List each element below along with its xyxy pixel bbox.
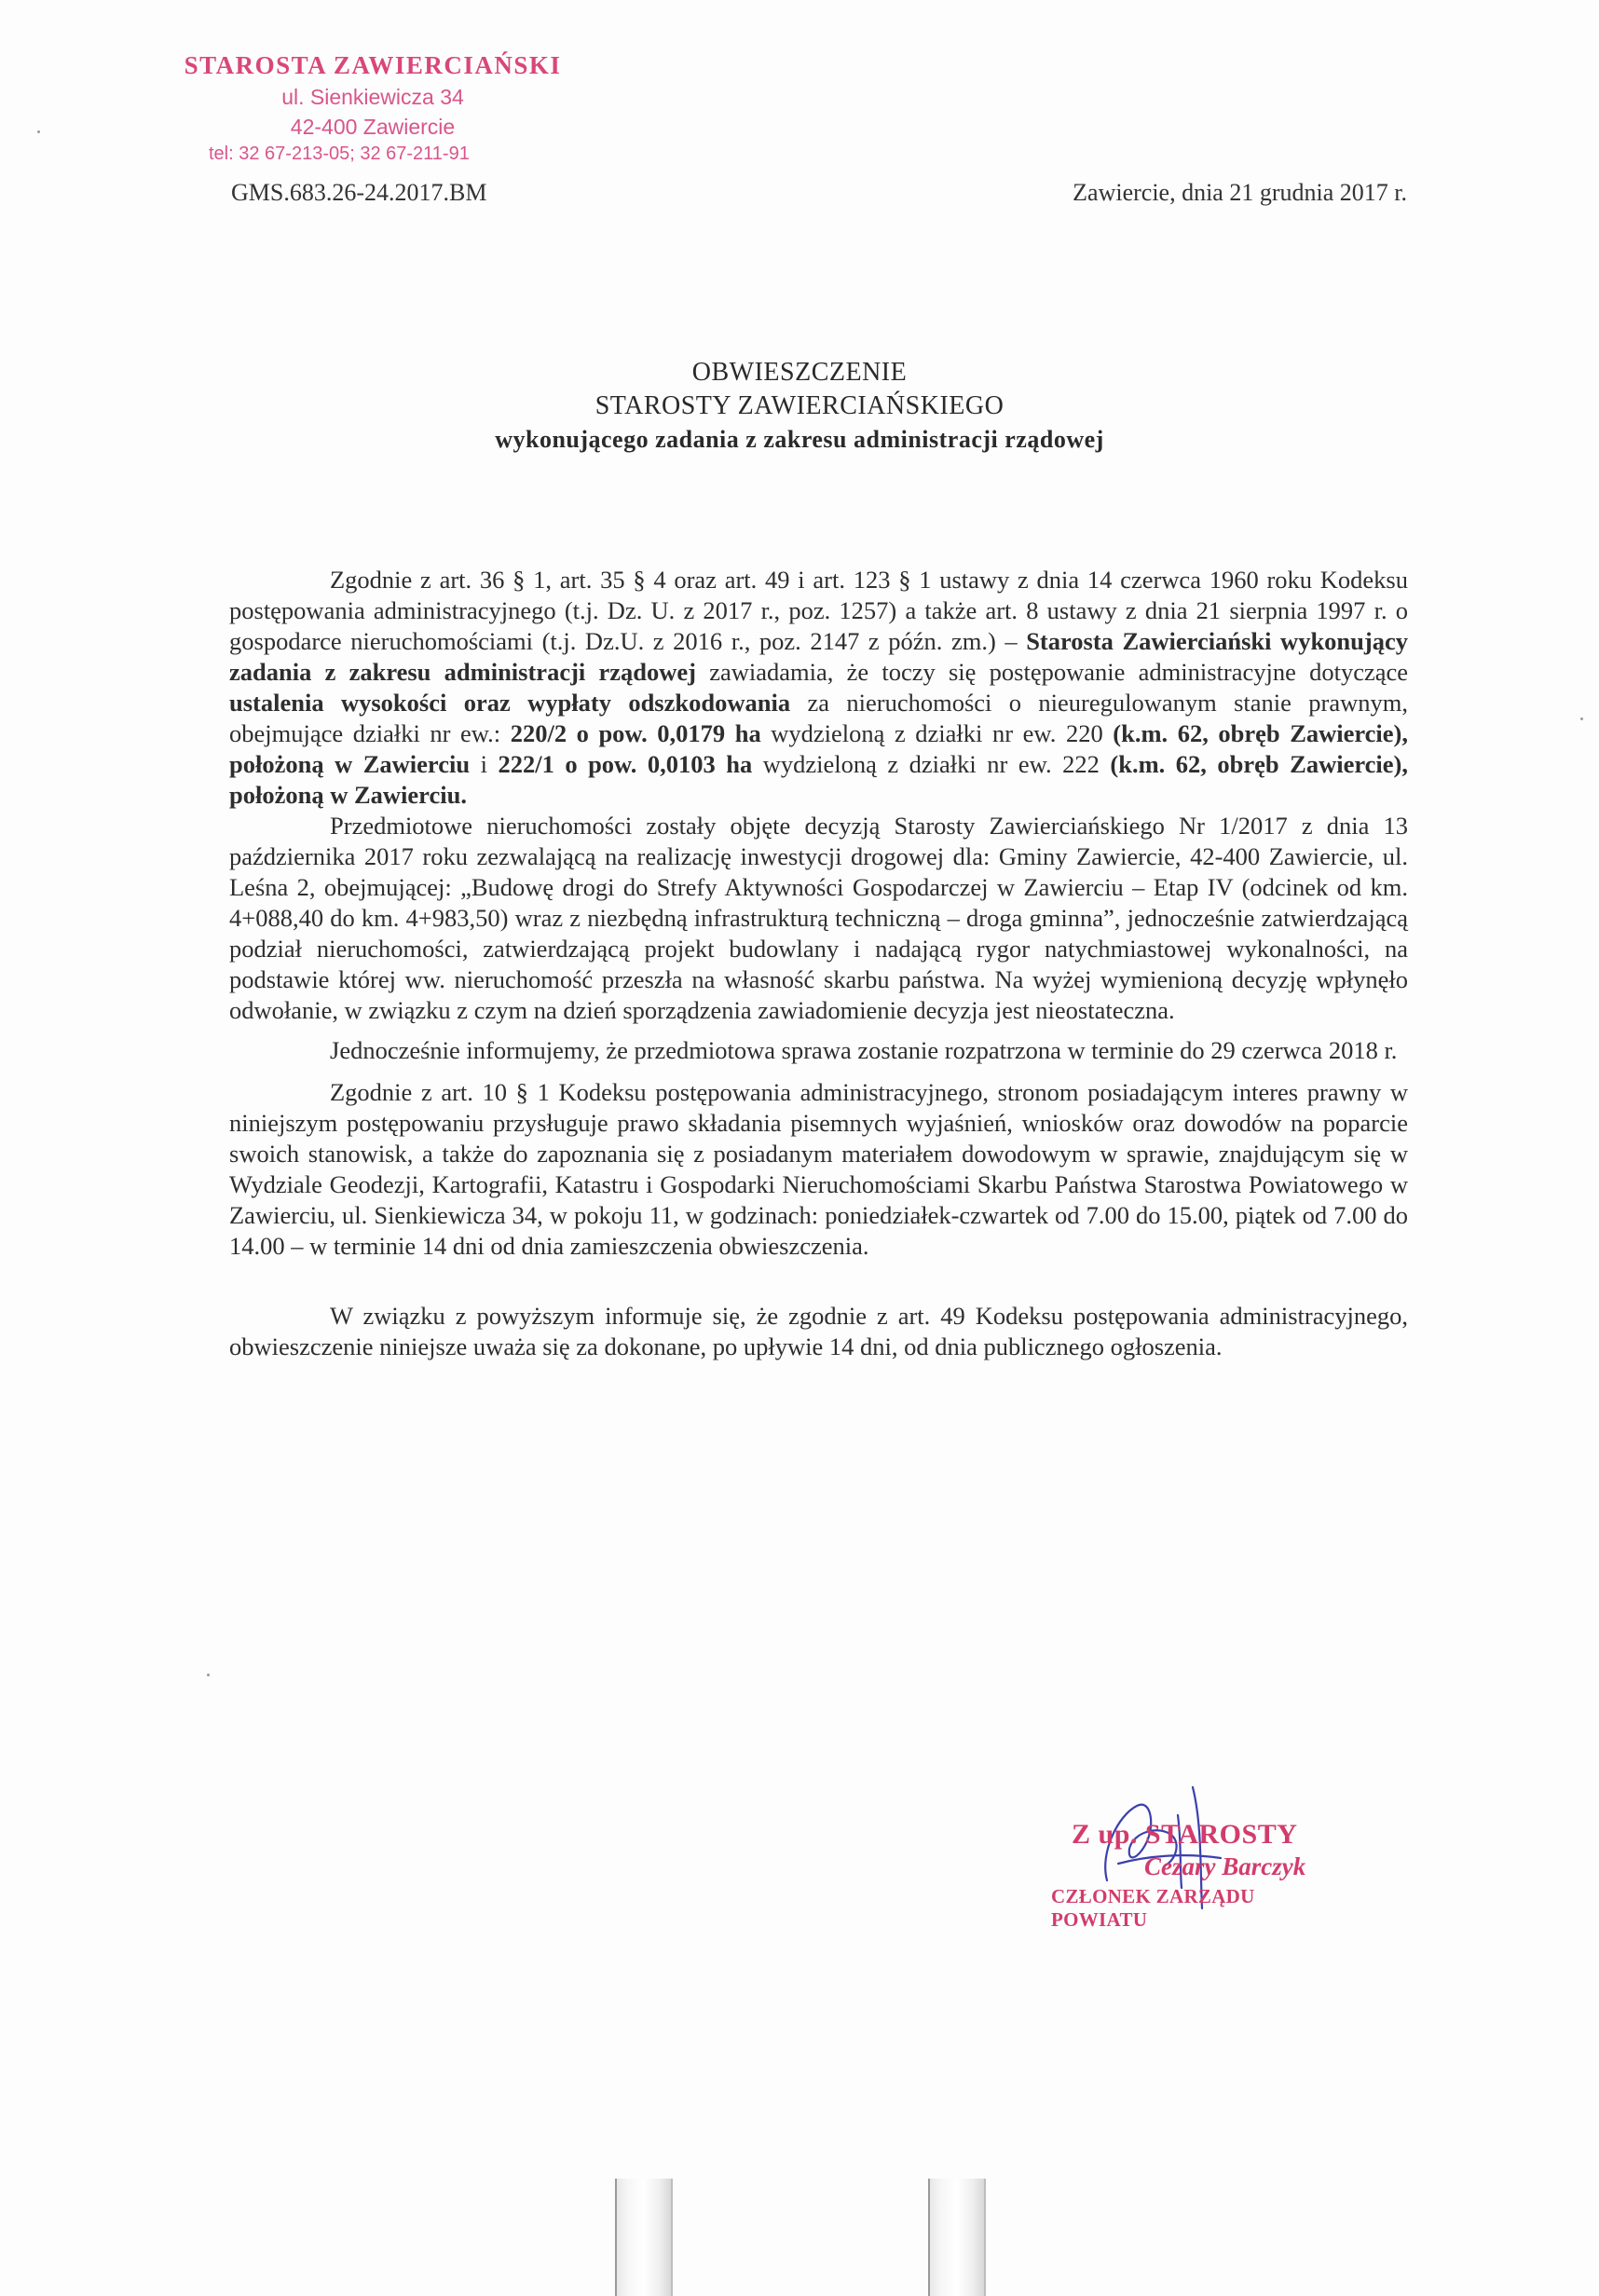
document-body — [229, 565, 1408, 1362]
signatory-position: CZŁONEK ZARZĄDU POWIATU — [1051, 1885, 1255, 1931]
paragraph-2: Przedmiotowe nieruchomości zostały objęte decyzją Starosty Zawierciańskiego Nr 1/2017 z dnia 13 października 2017 roku zezwalającą na realizację inwestycji drogowej dla: Gminy Zawiercie, 42-400 Zawiercie, ul. Leśna 2, obejmującej: „Budowę drogi do Strefy Aktywności Gospodarczej w Zawierciu – Etap IV (odcinek od km. 4+088,40 do km. 4+983,50) wraz z niezbędną infrastrukturą techniczną – droga gminna”, jednocześnie zatwierdzającą podział nieruchomości, zatwierdzającą projekt budowlany i nadającą rygor natychmiastowej wykonalności, na podstawie której ww. nieruchomość przeszła na własność skarbu państwa. Na wyżej wymienioną decyzję wpłynęło odwołanie, w związku z czym na dzień sporządzenia zawiadomienie decyzja jest nieostateczna. — [229, 812, 1408, 1024]
scan-speck — [37, 130, 40, 133]
p1-bold-parcel-2: 222/1 o pow. 0,0103 ha — [498, 750, 753, 778]
scan-artifact-right — [928, 2179, 986, 2296]
scan-speck — [1580, 718, 1583, 720]
p1-bold-parcel-1: 220/2 o pow. 0,0179 ha — [510, 719, 761, 747]
p1-bold-authority: Starosta Zawierciański wykonujący zadania z zakresu administracji rządowej — [229, 627, 1408, 686]
p1-text-i: i — [470, 750, 499, 778]
stamp-phone: tel: 32 67-213-05; 32 67-211-91 — [209, 144, 470, 164]
title-line-2: STAROSTY ZAWIERCIAŃSKIEGO — [594, 391, 1004, 420]
signature-on-behalf: Z up. STAROSTY — [1072, 1819, 1298, 1850]
paragraph-4: Zgodnie z art. 10 § 1 Kodeksu postępowania administracyjnego, stronom posiadającym interes prawny w niniejszym postępowaniu przysługuje prawo składania pisemnych wyjaśnień, wniosków oraz dowodów na poparcie swoich stanowisk, a także do zapoznania się z posiadanym materiałem dowodowym w sprawie, znajdującym się w Wydziale Geodezji, Kartografii, Katastru i Gospodarki Nieruchomościami Skarbu Państwa Starostwa Powiatowego w Zawierciu, ul. Sienkiewicza 34, w pokoju 11, w godzinach: poniedziałek-czwartek od 7.00 do 15.00, piątek od 7.00 do 14.00 – w terminie 14 dni od dnia zamieszczenia obwieszczenia. — [229, 1078, 1408, 1260]
p1-text-g: wydzieloną z działki nr ew. 220 — [760, 719, 1114, 747]
paragraph-1 — [229, 565, 1408, 811]
signatory-name: Cezary Barczyk — [1144, 1852, 1306, 1880]
p1-text-c: zawiadamia, że toczy się postępowanie administracyjne dotyczące — [696, 658, 1408, 686]
p1-text-a: Zgodnie z art. 36 § 1, art. 35 § 4 oraz art. 49 i art. 123 § 1 ustawy z dnia 14 czerwca 1960 roku Kodeksu postępowania administracyjnego (t.j. Dz. U. z 2017 r., poz. 1257) a także art. 8 ustawy z dnia 21 sierpnia 1997 r. o gospodarce nieruchomościami (t.j. Dz.U. z 2016 r., poz. 2147 z późn. zm.) – — [229, 566, 1408, 655]
scan-speck — [207, 1674, 210, 1676]
document-title — [0, 356, 1599, 457]
title-line-1: OBWIESZCZENIE — [691, 358, 908, 387]
paragraph-5: W związku z powyższym informuje się, że zgodnie z art. 49 Kodeksu postępowania administracyjnego, obwieszczenie niniejsze uważa się za dokonane, po upływie 14 dni, od dnia publicznego ogłoszenia. — [229, 1302, 1408, 1360]
stamp-street: ul. Sienkiewicza 34 — [281, 85, 464, 109]
place-and-date: Zawiercie, dnia 21 grudnia 2017 r. — [1073, 179, 1407, 206]
signature-stamp — [1051, 1819, 1340, 1932]
stamp-city: 42-400 Zawiercie — [290, 115, 456, 139]
title-line-3: wykonującego zadania z zakresu administracji rządowej — [495, 426, 1104, 453]
paragraph-3: Jednocześnie informujemy, że przedmiotowa sprawa zostanie rozpatrzona w terminie do 29 czerwca 2018 r. — [330, 1036, 1398, 1064]
p1-text-e: za nieruchomości o nieuregulowanym stanie prawnym, obejmujące działki nr ew.: — [229, 689, 1408, 747]
p1-text-k: wydzieloną z działki nr ew. 222 — [752, 750, 1111, 778]
scan-artifact-left — [615, 2179, 673, 2296]
p1-bold-subject: ustalenia wysokości oraz wypłaty odszkodowania — [229, 689, 791, 717]
office-stamp — [168, 48, 578, 166]
p1-bold-location-2: (k.m. 62, obręb Zawiercie), położoną w Zawierciu. — [229, 750, 1408, 809]
reference-number: GMS.683.26-24.2017.BM — [231, 179, 487, 206]
p1-bold-location-1: (k.m. 62, obręb Zawiercie), położoną w Zawierciu — [229, 719, 1409, 778]
stamp-office-name: STAROSTA ZAWIERCIAŃSKI — [184, 51, 562, 79]
